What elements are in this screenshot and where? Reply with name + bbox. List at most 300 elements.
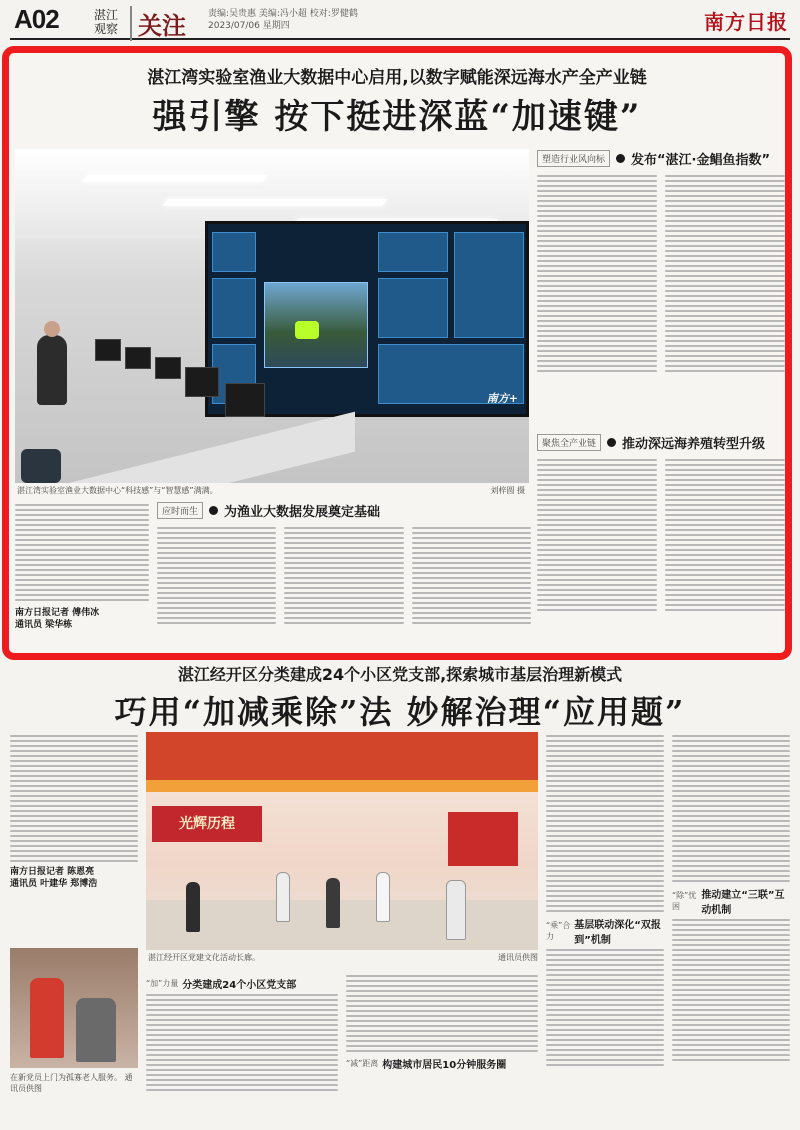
body-text-line (546, 974, 664, 976)
body-text-line (146, 1069, 338, 1071)
body-text-line (537, 464, 657, 466)
page-meta-editors: 责编:吴贵惠 美编:冯小超 校对:罗健鹤 (208, 9, 358, 19)
body-text-line (157, 622, 276, 624)
body-text-line (157, 602, 276, 604)
body-text-line (537, 554, 657, 556)
body-text-line (146, 1009, 338, 1011)
body-text-line (537, 579, 657, 581)
body-text-line (346, 1030, 538, 1032)
body-text-line (412, 547, 531, 549)
body-text-line (546, 890, 664, 892)
body-text-line (672, 974, 790, 976)
body-text-line (157, 562, 276, 564)
body-text-line (546, 1034, 664, 1036)
body-text-line (546, 969, 664, 971)
body-text-line (546, 964, 664, 966)
byline (15, 607, 149, 631)
body-text-line (665, 559, 785, 561)
body-text-line (15, 524, 149, 526)
body-text-line (537, 589, 657, 591)
body-text-line (284, 607, 403, 609)
body-text-line (537, 290, 657, 292)
body-text-line (546, 1014, 664, 1016)
floor (146, 900, 538, 950)
body-text-line (146, 1029, 338, 1031)
page-meta-date: 2023/07/06 星期四 (208, 21, 290, 31)
body-text-line (672, 790, 790, 792)
body-text-line (157, 532, 276, 534)
body-text-line (146, 994, 338, 996)
body-text-line (665, 250, 785, 252)
subheading-title: 构建城市居民10分钟服务圈 (382, 1060, 507, 1071)
body-text-line (284, 557, 403, 559)
body-text-line (672, 735, 790, 737)
body-text-line (15, 534, 149, 536)
lower-side-column (537, 433, 785, 614)
body-text-line (665, 280, 785, 282)
body-text-line (546, 745, 664, 747)
body-text-line (672, 855, 790, 857)
body-text-line (546, 825, 664, 827)
body-text-line (665, 305, 785, 307)
body-text-line (546, 840, 664, 842)
body-text-line (537, 335, 657, 337)
body-text-line (537, 484, 657, 486)
body-text-line (412, 597, 531, 599)
body-text-line (157, 557, 276, 559)
monitor (95, 339, 121, 361)
body-text-line (146, 1014, 338, 1016)
subheading-multiply (546, 916, 664, 946)
body-text-line (665, 195, 785, 197)
body-text-line (10, 750, 138, 752)
subheading-tag: “乘”合力 (546, 921, 571, 941)
body-text-line (412, 552, 531, 554)
body-text-line (537, 529, 657, 531)
body-text-line (665, 275, 785, 277)
body-text-line (10, 770, 138, 772)
body-text-line (665, 355, 785, 357)
body-text-line (537, 250, 657, 252)
body-text-line (10, 850, 138, 852)
body-text-line (15, 579, 149, 581)
byline (10, 866, 138, 890)
body-text-line (672, 780, 790, 782)
body-text-line (672, 944, 790, 946)
body-text-line (10, 745, 138, 747)
body-text-line (146, 1019, 338, 1021)
body-text-line (537, 534, 657, 536)
person-figure (76, 998, 116, 1062)
body-text-line (665, 325, 785, 327)
body-text-line (672, 919, 790, 921)
body-text-line (10, 855, 138, 857)
body-text-line (284, 547, 403, 549)
body-text-line (665, 579, 785, 581)
body-text-columns (157, 524, 531, 627)
body-text-line (546, 760, 664, 762)
screen-tile (212, 278, 256, 338)
body-text-line (412, 537, 531, 539)
subheading-title: 为渔业大数据发展奠定基础 (224, 505, 381, 520)
body-text-line (546, 1009, 664, 1011)
body-text-line (10, 830, 138, 832)
body-text-line (537, 599, 657, 601)
body-text-line (346, 980, 538, 982)
body-text-column (537, 172, 657, 375)
page-number: A02 (14, 4, 59, 34)
body-text-line (346, 1035, 538, 1037)
body-text-line (346, 1025, 538, 1027)
body-text-line (665, 290, 785, 292)
body-text-line (672, 1014, 790, 1016)
body-text-line (672, 964, 790, 966)
body-text-line (157, 577, 276, 579)
body-text-line (537, 235, 657, 237)
body-text-line (546, 1064, 664, 1066)
byline-correspondent: 通讯员 叶建华 郑博浩 (10, 879, 98, 889)
body-text-line (665, 240, 785, 242)
subheading-title: 基层联动深化“双报到”机制 (574, 920, 661, 946)
body-text-line (284, 582, 403, 584)
body-text-line (546, 954, 664, 956)
body-text-line (672, 1054, 790, 1056)
body-text-line (665, 504, 785, 506)
body-text-line (146, 1039, 338, 1041)
body-text-line (672, 939, 790, 941)
subheading-tag: 应时而生 (157, 502, 203, 519)
body-text-line (284, 622, 403, 624)
body-text-line (412, 562, 531, 564)
body-text-line (284, 612, 403, 614)
body-text-line (537, 564, 657, 566)
body-text-line (146, 1089, 338, 1091)
body-text-line (537, 175, 657, 177)
body-text-line (146, 1059, 338, 1061)
person-figure (446, 880, 466, 940)
body-text-line (665, 534, 785, 536)
body-text-line (546, 790, 664, 792)
body-text-line (665, 474, 785, 476)
body-text-line (672, 954, 790, 956)
body-text-line (412, 587, 531, 589)
body-text-line (146, 1049, 338, 1051)
body-text-line (546, 870, 664, 872)
body-text-line (546, 979, 664, 981)
body-text-line (10, 810, 138, 812)
body-text-line (346, 1045, 538, 1047)
monitor (225, 383, 265, 417)
body-text-line (537, 260, 657, 262)
side-column (537, 149, 785, 375)
body-text-line (546, 959, 664, 961)
middle-column (157, 501, 531, 627)
body-text-line (665, 549, 785, 551)
body-text-line (10, 760, 138, 762)
body-text-line (665, 345, 785, 347)
body-text-line (672, 825, 790, 827)
body-text-line (537, 190, 657, 192)
body-text-line (665, 574, 785, 576)
body-text-line (412, 527, 531, 529)
body-text-line (546, 949, 664, 951)
console-desk (55, 412, 355, 483)
body-text-line (537, 524, 657, 526)
body-text-line (346, 985, 538, 987)
body-text-line (672, 924, 790, 926)
body-text-line (284, 617, 403, 619)
body-text-line (672, 1034, 790, 1036)
body-text-line (284, 537, 403, 539)
body-text-line (537, 519, 657, 521)
body-text-line (665, 569, 785, 571)
body-text-line (672, 835, 790, 837)
body-text-line (537, 325, 657, 327)
screen-tile (378, 232, 448, 272)
body-text-line (546, 1039, 664, 1041)
body-text-line (672, 875, 790, 877)
body-text-line (546, 785, 664, 787)
body-text-line (537, 474, 657, 476)
article-headline: 强引擎 按下挺进深蓝“加速键” (152, 97, 642, 137)
body-text-line (537, 594, 657, 596)
body-text-line (665, 225, 785, 227)
volunteer-photo (10, 948, 138, 1068)
body-text-line (665, 584, 785, 586)
body-text-line (537, 200, 657, 202)
body-text-line (672, 1059, 790, 1061)
screen-highlight (295, 321, 319, 339)
person-figure (30, 978, 64, 1058)
body-text-line (672, 850, 790, 852)
body-text-line (665, 330, 785, 332)
body-text-line (672, 1024, 790, 1026)
body-text-line (672, 1009, 790, 1011)
body-text-line (10, 835, 138, 837)
body-text-line (672, 815, 790, 817)
body-text-line (672, 860, 790, 862)
body-text-line (672, 1044, 790, 1046)
body-text-line (15, 594, 149, 596)
body-text-line (10, 740, 138, 742)
body-text-line (412, 602, 531, 604)
body-text-line (546, 865, 664, 867)
body-text-line (346, 1050, 538, 1052)
photo-caption-text: 湛江湾实验室渔业大数据中心“科技感”与“智慧感”满满。 (17, 486, 218, 495)
subheading-tag: “减”距离 (346, 1059, 379, 1068)
body-text-line (412, 572, 531, 574)
body-text-line (537, 210, 657, 212)
body-text-line (537, 275, 657, 277)
person-figure (276, 872, 290, 922)
body-text-line (665, 564, 785, 566)
body-text-line (15, 599, 149, 601)
body-text-line (546, 1029, 664, 1031)
body-text-line (546, 800, 664, 802)
photo-credit: 通讯员供图 (498, 953, 538, 962)
body-text-line (665, 544, 785, 546)
body-text-line (665, 335, 785, 337)
body-text-line (546, 885, 664, 887)
body-text-line (15, 584, 149, 586)
display-board (448, 812, 518, 866)
body-text-line (15, 539, 149, 541)
body-text-line (537, 180, 657, 182)
body-text-line (284, 592, 403, 594)
body-text-line (665, 300, 785, 302)
body-text-line (665, 370, 785, 372)
body-text-columns (146, 972, 538, 1094)
body-text-line (537, 509, 657, 511)
monitor (125, 347, 151, 369)
body-text-line (546, 815, 664, 817)
body-text-line (15, 559, 149, 561)
subheading-add (146, 976, 338, 991)
body-text-line (672, 969, 790, 971)
body-text-line (157, 607, 276, 609)
body-text-line (537, 365, 657, 367)
body-text-line (537, 345, 657, 347)
body-text-line (672, 740, 790, 742)
body-text-line (672, 830, 790, 832)
masthead-logo: 南方日报 (704, 10, 788, 34)
body-text-line (546, 855, 664, 857)
body-text-line (665, 524, 785, 526)
body-text-line (665, 310, 785, 312)
body-text-line (15, 519, 149, 521)
subheading-title: 发布“湛江·金鲳鱼指数” (631, 153, 771, 168)
page-meta (208, 8, 358, 32)
lead-column (15, 501, 149, 631)
body-text-line (146, 1079, 338, 1081)
body-text-line (672, 775, 790, 777)
body-text-line (412, 592, 531, 594)
right-column (546, 732, 790, 1069)
body-text-line (672, 845, 790, 847)
body-text-line (157, 587, 276, 589)
body-text-line (665, 484, 785, 486)
body-text-line (15, 504, 149, 506)
body-text-line (157, 592, 276, 594)
body-text-line (672, 1049, 790, 1051)
body-text-line (665, 589, 785, 591)
photo-credit: 刘梓圆 摄 (490, 486, 525, 495)
body-text-line (157, 552, 276, 554)
body-text-line (665, 539, 785, 541)
body-text-line (15, 554, 149, 556)
body-text-line (537, 225, 657, 227)
body-text-line (146, 1074, 338, 1076)
body-text-line (15, 544, 149, 546)
side-photo-caption: 在新党员上门为孤寡老人服务。 通讯员供图 (10, 1073, 133, 1093)
body-text-line (665, 469, 785, 471)
body-text-line (537, 609, 657, 611)
body-text-line (546, 770, 664, 772)
body-text-line (537, 195, 657, 197)
body-text-line (284, 562, 403, 564)
body-text-line (537, 544, 657, 546)
body-text-line (665, 599, 785, 601)
body-text-line (346, 1005, 538, 1007)
body-text-line (10, 780, 138, 782)
body-text-line (672, 880, 790, 882)
section-subtitle: 湛江观察 (94, 8, 119, 36)
body-text-line (537, 280, 657, 282)
body-text-line (672, 934, 790, 936)
body-text-line (537, 549, 657, 551)
body-text-line (15, 549, 149, 551)
monitor (155, 357, 181, 379)
body-text-line (546, 805, 664, 807)
body-text-line (537, 574, 657, 576)
ceiling-light (162, 199, 388, 206)
body-text-line (665, 295, 785, 297)
body-text-line (537, 320, 657, 322)
subheading-tag: 塑造行业风向标 (537, 150, 610, 167)
body-text-line (537, 604, 657, 606)
body-text-line (665, 489, 785, 491)
body-text-line (672, 795, 790, 797)
body-text-line (146, 1044, 338, 1046)
person-figure (376, 872, 390, 922)
body-text-line (665, 360, 785, 362)
body-text-line (146, 1024, 338, 1026)
second-article-headline: 巧用“加减乘除”法 妙解治理“应用题” (114, 693, 686, 731)
body-text-line (546, 820, 664, 822)
body-text-line (537, 494, 657, 496)
body-text-line (537, 355, 657, 357)
body-text-line (665, 175, 785, 177)
body-text-line (284, 567, 403, 569)
body-text-line (157, 547, 276, 549)
body-text-line (412, 612, 531, 614)
body-text-line (546, 830, 664, 832)
body-text-line (546, 1044, 664, 1046)
body-text-line (546, 875, 664, 877)
body-text-line (15, 569, 149, 571)
body-text-line (10, 735, 138, 737)
body-text-line (665, 185, 785, 187)
screen-logo: 南方+ (486, 392, 518, 405)
body-text-line (537, 240, 657, 242)
body-text-line (546, 994, 664, 996)
body-text-line (672, 1029, 790, 1031)
body-text-line (665, 245, 785, 247)
body-text-line (665, 604, 785, 606)
body-text-line (537, 459, 657, 461)
body-text-line (537, 340, 657, 342)
body-text-line (10, 765, 138, 767)
body-text-line (546, 795, 664, 797)
body-text-line (665, 529, 785, 531)
body-text-line (412, 567, 531, 569)
body-text-line (546, 780, 664, 782)
body-text-line (546, 1059, 664, 1061)
body-text-line (546, 835, 664, 837)
subheading-title: 推动建立“三联”互动机制 (701, 890, 785, 916)
body-text-line (537, 499, 657, 501)
body-text-line (672, 820, 790, 822)
body-text-line (10, 815, 138, 817)
body-text-line (157, 582, 276, 584)
body-text-line (537, 315, 657, 317)
body-text-line (672, 755, 790, 757)
body-text-line (537, 479, 657, 481)
byline-reporter: 南方日报记者 傅伟冰 (15, 608, 100, 618)
body-text-line (672, 959, 790, 961)
body-text-line (157, 567, 276, 569)
screen-main-view (264, 282, 368, 368)
